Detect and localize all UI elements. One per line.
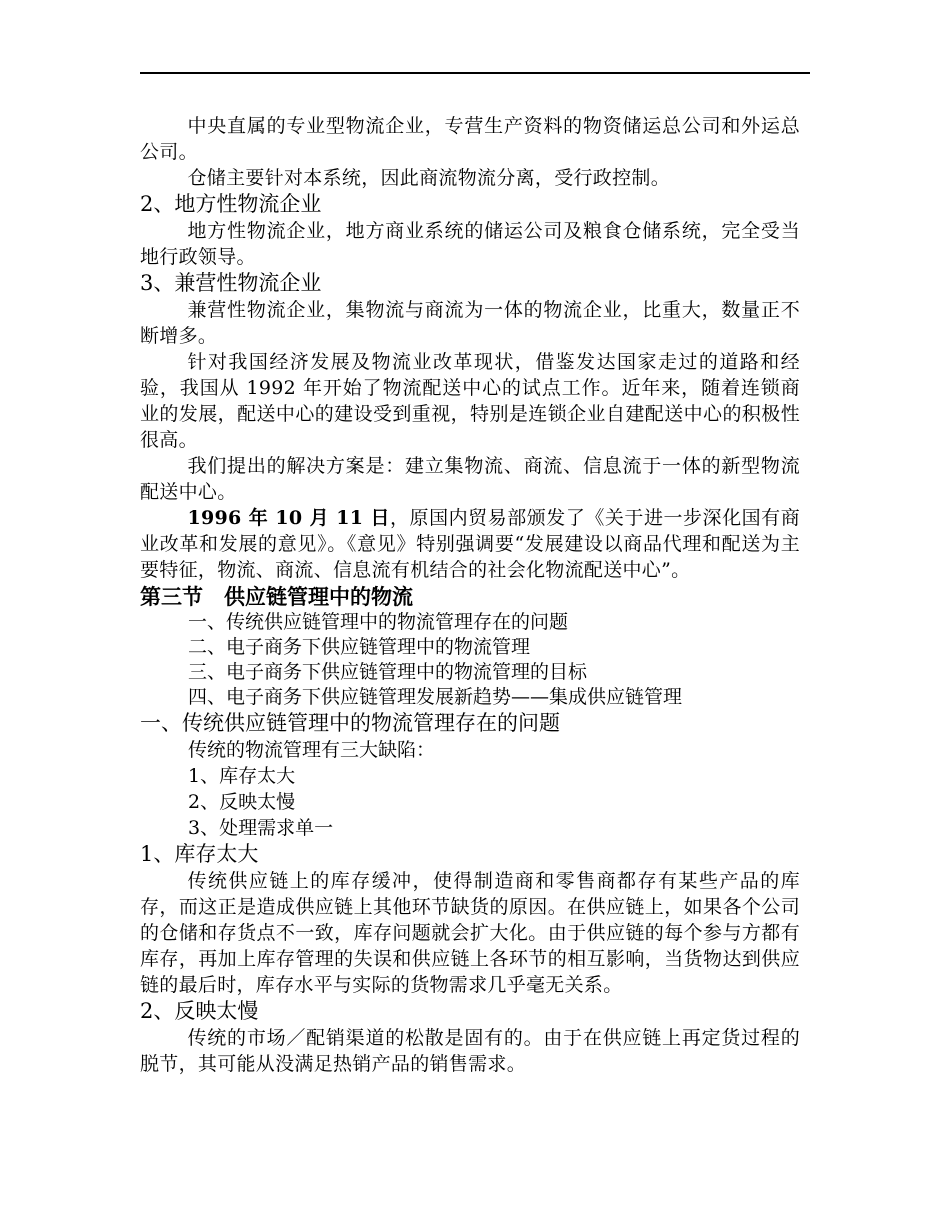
heading-inventory: 1、库存太大 [140, 842, 259, 866]
flaws-intro: 传统的物流管理有三大缺陷： [188, 739, 436, 761]
heading-local-logistics: 2、地方性物流企业 [140, 192, 322, 216]
paragraph: 针对我国经济发展及物流业改革现状，借鉴发达国家走过的道路和经验，我国从 1992 年开始了物流配送中心的试点工作。近年来，随着连锁商业的发展，配送中心的建设受到重视，特别是连锁企业自建配送中心的积极性很高。 [140, 351, 800, 451]
paragraph: 传统供应链上的库存缓冲，使得制造商和零售商都存有某些产品的库存，而这正是造成供应链上其他环节缺货的原因。在供应链上，如果各个公司的仓储和存货点不一致，库存问题就会扩大化。由于供应链的每个参与方都有库存，再加上库存管理的失误和供应链上各环节的相互影响，当货物达到供应链的最后时，库存水平与实际的货物需求几乎毫无关系。 [140, 870, 800, 996]
heading-mixed-logistics: 3、兼营性物流企业 [140, 271, 322, 295]
document-body [140, 113, 800, 1077]
paragraph: 仓储主要针对本系统，因此商流物流分离，受行政控制。 [187, 167, 671, 189]
paragraph: 兼营性物流企业，集物流与商流为一体的物流企业，比重大，数量正不断增多。 [140, 299, 800, 347]
flaw-item: 1、库存太大 [188, 765, 296, 787]
paragraph-text: ，原国内贸易部颁发了《关于进一步深化国有商业改革和发展的意见》。《意见》特别强调要“发展建设以商品代理和配送为主要特征，物流、商流、信息流有机结合的社会化物流配送中心”。 [140, 507, 800, 581]
paragraph: 中央直属的专业型物流企业，专营生产资料的物资储运总公司和外运总公司。 [140, 115, 800, 163]
header-rule [140, 72, 810, 74]
outline-item: 四、电子商务下供应链管理发展新趋势——集成供应链管理 [188, 686, 683, 708]
outline-item: 一、传统供应链管理中的物流管理存在的问题 [188, 611, 569, 633]
heading-slow-response: 2、反映太慢 [140, 999, 259, 1023]
flaw-item: 3、处理需求单一 [188, 817, 334, 839]
subsection-title: 一、传统供应链管理中的物流管理存在的问题 [140, 711, 560, 735]
paragraph: 传统的市场／配销渠道的松散是固有的。由于在供应链上再定货过程的脱节，其可能从没满足热销产品的销售需求。 [140, 1027, 800, 1075]
outline-item: 三、电子商务下供应链管理中的物流管理的目标 [188, 661, 588, 683]
paragraph: 我们提出的解决方案是：建立集物流、商流、信息流于一体的新型物流配送中心。 [140, 455, 800, 503]
paragraph: 地方性物流企业，地方商业系统的储运公司及粮食仓储系统，完全受当地行政领导。 [140, 220, 800, 268]
flaw-item: 2、反映太慢 [188, 791, 296, 813]
paragraph-1996 [140, 505, 800, 583]
outline-item: 二、电子商务下供应链管理中的物流管理 [188, 636, 531, 658]
section-title: 第三节 供应链管理中的物流 [140, 584, 413, 609]
date-bold: 1996 年 10 月 11 日 [187, 507, 391, 529]
